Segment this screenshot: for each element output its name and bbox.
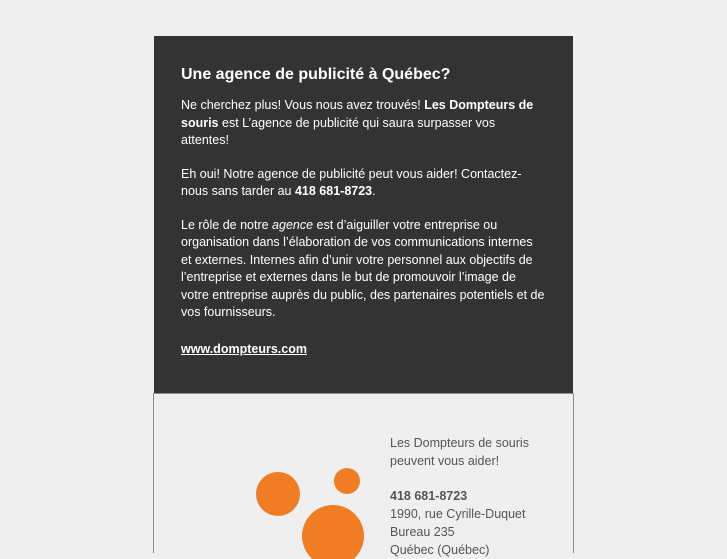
agence-emphasis: agence (272, 217, 314, 232)
mouse-tamers-logo (176, 427, 376, 557)
contact-paragraph (181, 166, 546, 201)
role-paragraph (181, 217, 546, 322)
intro-text-end: est L’agence de publicité qui saura surpasser vos attentes! (181, 115, 496, 147)
role-text-start: Le rôle de notre (181, 217, 273, 232)
tagline: Les Dompteurs de souris peuvent vous aider! (390, 436, 529, 468)
website-link[interactable]: www.dompteurs.com (181, 341, 307, 356)
address-city: Québec (Québec) (390, 543, 490, 557)
contact-block (390, 434, 560, 559)
address-line-2: Bureau 235 (390, 525, 455, 539)
intro-paragraph (181, 97, 546, 150)
page-title: Une agence de publicité à Québec? (181, 66, 451, 83)
intro-panel (154, 36, 573, 394)
phone-number: 418 681-8723 (294, 184, 373, 198)
intro-text-start: Ne cherchez plus! Vous nous avez trouvés! (181, 98, 425, 112)
contact-text-start: Eh oui! Notre agence de publicité peut vous aider! Contactez-nous sans tarder au (181, 166, 522, 198)
contact-text-end: . (372, 184, 376, 198)
logo-circle-small (334, 468, 360, 494)
footer-phone: 418 681-8723 (390, 489, 468, 503)
logo-circle-medium (256, 472, 300, 516)
brand-name: Les Dompteurs de souris (181, 98, 534, 130)
role-text-end: est d’aiguiller votre entreprise ou organisation dans l’élaboration de vos communications internes et externes. Internes afin d’unir votre personnel aux objectifs de l’entreprise et externes dans le but de promouvoir l’image de votre entreprise auprès du public, des partenaires potentiels et de vos fournisseurs. (181, 217, 545, 319)
footer-panel (153, 393, 574, 557)
address-line-1: 1990, rue Cyrille-Duquet (390, 507, 526, 521)
logo-circle-large (302, 505, 364, 559)
